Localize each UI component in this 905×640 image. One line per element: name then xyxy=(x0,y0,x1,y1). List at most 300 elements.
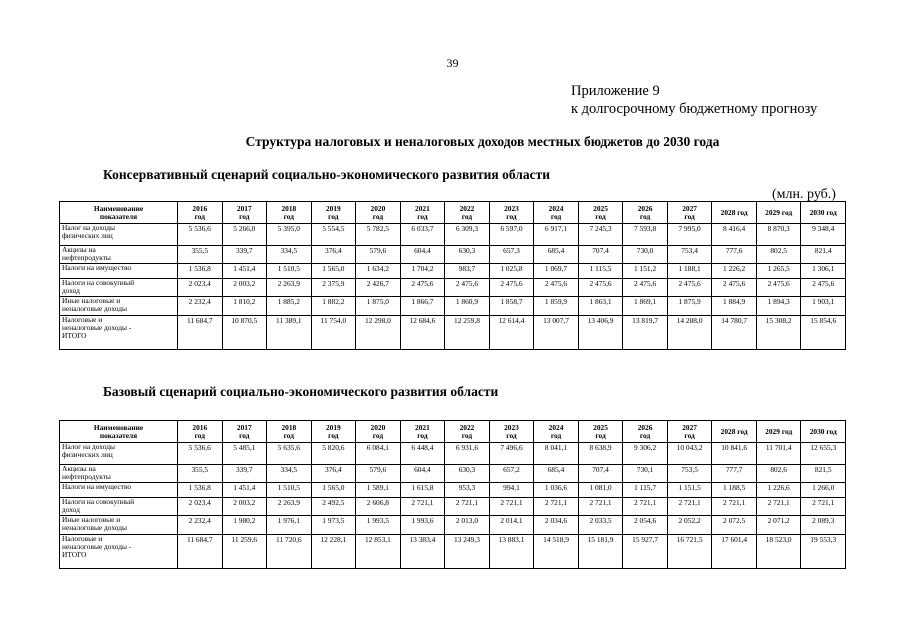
table-row xyxy=(60,498,846,516)
value-cell: 14 288,0 xyxy=(667,316,712,350)
header-name-line2: показателя xyxy=(99,211,138,221)
header-year-cell xyxy=(445,421,490,443)
value-cell: 2 072,5 xyxy=(712,516,757,535)
value-cell: 2 492,5 xyxy=(311,498,356,516)
header-year-suffix: год xyxy=(461,430,473,440)
value-cell: 1 565,0 xyxy=(311,264,356,279)
value-cell: 9 348,4 xyxy=(801,224,846,246)
value-cell: 10 870,5 xyxy=(222,316,267,350)
value-cell: 730,1 xyxy=(623,465,668,483)
value-cell: 1 226,2 xyxy=(712,264,757,279)
row-label-cell xyxy=(60,297,178,316)
value-cell: 1 081,0 xyxy=(578,483,623,498)
value-cell: 753,4 xyxy=(667,246,712,264)
value-cell: 14 780,7 xyxy=(712,316,757,350)
value-cell: 730,0 xyxy=(623,246,668,264)
value-cell: 707,4 xyxy=(578,246,623,264)
section-title-conservative: Консервативный сценарий социально-экономического развития области xyxy=(103,167,550,182)
header-year: 2029 год xyxy=(765,426,793,436)
value-cell: 802,5 xyxy=(756,246,801,264)
row-label-cell xyxy=(60,316,178,350)
value-cell: 2 033,5 xyxy=(578,516,623,535)
header-year-suffix: год xyxy=(506,430,517,440)
value-cell: 11 259,6 xyxy=(222,535,267,569)
header-year-suffix: год xyxy=(550,211,562,221)
table-row xyxy=(60,535,846,569)
value-cell: 2 023,4 xyxy=(178,498,223,516)
row-label-cell xyxy=(60,535,178,569)
row-label: физических лиц xyxy=(62,450,113,459)
value-cell: 12 853,1 xyxy=(356,535,401,569)
header-year: 2017 xyxy=(236,422,252,432)
header-name-line2: показателя xyxy=(99,430,138,440)
row-label: физических лиц xyxy=(62,231,113,240)
header-year-cell xyxy=(178,202,223,224)
value-cell: 685,4 xyxy=(534,246,579,264)
table-conservative xyxy=(59,201,846,350)
value-cell: 2 475,6 xyxy=(667,279,712,297)
value-cell: 13 819,7 xyxy=(623,316,668,350)
value-cell: 376,4 xyxy=(311,246,356,264)
header-year: 2027 xyxy=(682,422,697,432)
header-year: 2030 год xyxy=(809,426,837,436)
value-cell: 2 721,1 xyxy=(578,498,623,516)
value-cell: 2 089,3 xyxy=(801,516,846,535)
header-year-cell xyxy=(578,421,623,443)
value-cell: 1 885,2 xyxy=(267,297,312,316)
section-title-base: Базовый сценарий социально-экономического развития области xyxy=(103,384,499,399)
value-cell: 1 510,5 xyxy=(267,264,312,279)
value-cell: 16 721,5 xyxy=(667,535,712,569)
value-cell: 2 071,2 xyxy=(756,516,801,535)
value-cell: 2 721,1 xyxy=(489,498,534,516)
row-label: нефтепродукты xyxy=(62,472,111,481)
header-year-suffix: год xyxy=(194,211,205,221)
value-cell: 2 475,6 xyxy=(801,279,846,297)
value-cell: 10 841,6 xyxy=(712,443,757,465)
header-year: 2018 xyxy=(281,422,297,432)
header-year-cell xyxy=(801,202,846,224)
value-cell: 12 614,4 xyxy=(489,316,534,350)
value-cell: 1 860,9 xyxy=(445,297,490,316)
header-year-cell xyxy=(578,202,623,224)
value-cell: 2 721,1 xyxy=(445,498,490,516)
value-cell: 6 033,7 xyxy=(400,224,445,246)
appendix-subtitle: к долгосрочному бюджетному прогнозу xyxy=(571,101,818,117)
value-cell: 13 883,1 xyxy=(489,535,534,569)
value-cell: 5 485,1 xyxy=(222,443,267,465)
value-cell: 6 931,6 xyxy=(445,443,490,465)
value-cell: 15 927,7 xyxy=(623,535,668,569)
header-year-suffix: год xyxy=(283,211,295,221)
header-year-suffix: год xyxy=(328,430,339,440)
header-name-cell xyxy=(60,202,178,224)
value-cell: 11 720,6 xyxy=(267,535,312,569)
header-year-suffix: год xyxy=(684,211,695,221)
value-cell: 1 451,4 xyxy=(222,264,267,279)
header-year-cell xyxy=(489,421,534,443)
value-cell: 6 309,3 xyxy=(445,224,490,246)
row-label: Налог на доходы xyxy=(62,223,115,232)
value-cell: 2 475,6 xyxy=(756,279,801,297)
header-year-cell xyxy=(356,421,401,443)
row-label: Налоги на имущество xyxy=(62,482,132,491)
page-number: 39 xyxy=(446,56,459,70)
value-cell: 2 475,6 xyxy=(712,279,757,297)
header-year: 2024 xyxy=(548,422,564,432)
value-cell: 1 894,3 xyxy=(756,297,801,316)
row-label: неналоговые доходы - xyxy=(62,323,132,332)
header-year-cell xyxy=(534,202,579,224)
value-cell: 2 721,1 xyxy=(400,498,445,516)
header-year-suffix: год xyxy=(239,430,250,440)
header-year: 2018 xyxy=(281,203,297,213)
value-cell: 6 084,1 xyxy=(356,443,401,465)
value-cell: 1 036,6 xyxy=(534,483,579,498)
value-cell: 1 151,5 xyxy=(667,483,712,498)
value-cell: 821,5 xyxy=(801,465,846,483)
row-label-cell xyxy=(60,279,178,297)
header-year-suffix: год xyxy=(595,430,606,440)
header-year-cell xyxy=(356,202,401,224)
value-cell: 13 249,3 xyxy=(445,535,490,569)
value-cell: 1 884,9 xyxy=(712,297,757,316)
header-year: 2021 xyxy=(415,422,430,432)
row-label-cell xyxy=(60,465,178,483)
value-cell: 334,5 xyxy=(267,465,312,483)
value-cell: 6 917,1 xyxy=(534,224,579,246)
header-year-suffix: год xyxy=(639,211,651,221)
value-cell: 1 875,9 xyxy=(667,297,712,316)
header-year-cell xyxy=(712,202,757,224)
value-cell: 2 721,1 xyxy=(623,498,668,516)
header-year: 2030 год xyxy=(809,207,837,217)
table-row xyxy=(60,316,846,350)
header-year: 2023 xyxy=(504,203,519,213)
value-cell: 1 188,5 xyxy=(712,483,757,498)
value-cell: 13 406,9 xyxy=(578,316,623,350)
table-row xyxy=(60,516,846,535)
value-cell: 604,4 xyxy=(400,246,445,264)
header-name-line1: Наименование xyxy=(93,203,144,213)
row-label: неналоговые доходы - xyxy=(62,542,132,551)
value-cell: 19 553,3 xyxy=(801,535,846,569)
value-cell: 8 416,4 xyxy=(712,224,757,246)
header-name-line1: Наименование xyxy=(93,422,144,432)
value-cell: 5 536,6 xyxy=(178,443,223,465)
value-cell: 983,7 xyxy=(445,264,490,279)
header-year: 2021 xyxy=(415,203,430,213)
row-label: неналоговые доходы xyxy=(62,523,127,532)
header-year: 2019 xyxy=(325,203,341,213)
value-cell: 2 232,4 xyxy=(178,516,223,535)
value-cell: 1 536,8 xyxy=(178,264,223,279)
header-year-suffix: год xyxy=(550,430,562,440)
header-name-cell xyxy=(60,421,178,443)
value-cell: 1 306,1 xyxy=(801,264,846,279)
value-cell: 1 704,2 xyxy=(400,264,445,279)
document-title: Структура налоговых и неналоговых доходов местных бюджетов до 2030 года xyxy=(245,134,720,149)
value-cell: 657,3 xyxy=(489,246,534,264)
value-cell: 1 115,7 xyxy=(623,483,668,498)
value-cell: 2 475,6 xyxy=(623,279,668,297)
value-cell: 1 536,8 xyxy=(178,483,223,498)
value-cell: 7 593,8 xyxy=(623,224,668,246)
table-row xyxy=(60,297,846,316)
value-cell: 1 863,1 xyxy=(578,297,623,316)
value-cell: 355,5 xyxy=(178,465,223,483)
header-year: 2016 xyxy=(192,422,208,432)
value-cell: 1 810,2 xyxy=(222,297,267,316)
value-cell: 15 854,6 xyxy=(801,316,846,350)
value-cell: 13 383,4 xyxy=(400,535,445,569)
header-year: 2023 xyxy=(504,422,519,432)
header-year: 2029 год xyxy=(765,207,793,217)
row-label: Налоги на совокупный xyxy=(62,278,135,287)
value-cell: 9 306,2 xyxy=(623,443,668,465)
row-label: Налоговые и xyxy=(62,534,103,543)
value-cell: 994,1 xyxy=(489,483,534,498)
value-cell: 5 536,6 xyxy=(178,224,223,246)
value-cell: 2 013,0 xyxy=(445,516,490,535)
row-label-cell xyxy=(60,264,178,279)
value-cell: 1 993,6 xyxy=(400,516,445,535)
table-row xyxy=(60,465,846,483)
value-cell: 1 589,1 xyxy=(356,483,401,498)
header-year: 2026 xyxy=(637,203,653,213)
value-cell: 15 181,9 xyxy=(578,535,623,569)
table-row xyxy=(60,224,846,246)
value-cell: 2 052,2 xyxy=(667,516,712,535)
header-year-suffix: год xyxy=(461,211,473,221)
row-label-cell xyxy=(60,516,178,535)
header-year: 2017 xyxy=(236,203,252,213)
header-year: 2016 xyxy=(192,203,208,213)
header-year-suffix: год xyxy=(194,430,205,440)
value-cell: 1 993,5 xyxy=(356,516,401,535)
value-cell: 2 375,9 xyxy=(311,279,356,297)
row-label: нефтепродукты xyxy=(62,253,111,262)
table-row xyxy=(60,246,846,264)
value-cell: 7 995,0 xyxy=(667,224,712,246)
value-cell: 2 475,6 xyxy=(400,279,445,297)
value-cell: 2 003,2 xyxy=(222,279,267,297)
value-cell: 1 973,5 xyxy=(311,516,356,535)
header-year-cell xyxy=(400,421,445,443)
appendix-label: Приложение 9 xyxy=(571,83,660,99)
value-cell: 355,5 xyxy=(178,246,223,264)
row-label: Иные налоговые и xyxy=(62,296,121,305)
value-cell: 777,6 xyxy=(712,246,757,264)
value-cell: 2 721,1 xyxy=(667,498,712,516)
value-cell: 1 266,0 xyxy=(801,483,846,498)
value-cell: 2 426,7 xyxy=(356,279,401,297)
table-row xyxy=(60,483,846,498)
value-cell: 15 308,2 xyxy=(756,316,801,350)
row-label-cell xyxy=(60,224,178,246)
value-cell: 1 188,1 xyxy=(667,264,712,279)
row-label: доход xyxy=(62,505,80,514)
value-cell: 2 232,4 xyxy=(178,297,223,316)
value-cell: 11 754,0 xyxy=(311,316,356,350)
header-year-suffix: год xyxy=(417,430,428,440)
row-label: Налоги на имущество xyxy=(62,263,132,272)
header-year-cell xyxy=(311,421,356,443)
header-year-cell xyxy=(489,202,534,224)
header-year: 2020 xyxy=(370,422,386,432)
value-cell: 579,6 xyxy=(356,246,401,264)
row-label: Иные налоговые и xyxy=(62,515,121,524)
header-year: 2022 xyxy=(459,203,475,213)
value-cell: 1 565,0 xyxy=(311,483,356,498)
value-cell: 8 870,3 xyxy=(756,224,801,246)
value-cell: 6 597,0 xyxy=(489,224,534,246)
value-cell: 802,6 xyxy=(756,465,801,483)
header-year-suffix: год xyxy=(239,211,250,221)
value-cell: 1 451,4 xyxy=(222,483,267,498)
value-cell: 2 054,6 xyxy=(623,516,668,535)
value-cell: 1 510,5 xyxy=(267,483,312,498)
value-cell: 8 638,9 xyxy=(578,443,623,465)
value-cell: 339,7 xyxy=(222,246,267,264)
value-cell: 17 601,4 xyxy=(712,535,757,569)
value-cell: 1 903,1 xyxy=(801,297,846,316)
value-cell: 14 518,9 xyxy=(534,535,579,569)
value-cell: 1 980,2 xyxy=(222,516,267,535)
value-cell: 953,3 xyxy=(445,483,490,498)
value-cell: 821,4 xyxy=(801,246,846,264)
value-cell: 1 615,8 xyxy=(400,483,445,498)
value-cell: 1 869,1 xyxy=(623,297,668,316)
value-cell: 1 069,7 xyxy=(534,264,579,279)
value-cell: 11 684,7 xyxy=(178,316,223,350)
value-cell: 2 475,6 xyxy=(489,279,534,297)
header-year-cell xyxy=(623,421,668,443)
row-label: ИТОГО xyxy=(62,331,87,340)
value-cell: 5 266,0 xyxy=(222,224,267,246)
value-cell: 685,4 xyxy=(534,465,579,483)
header-year-suffix: год xyxy=(372,430,384,440)
table-row xyxy=(60,279,846,297)
value-cell: 1 882,2 xyxy=(311,297,356,316)
header-year-suffix: год xyxy=(506,211,517,221)
value-cell: 5 554,5 xyxy=(311,224,356,246)
value-cell: 2 606,8 xyxy=(356,498,401,516)
value-cell: 1 866,7 xyxy=(400,297,445,316)
value-cell: 7 245,3 xyxy=(578,224,623,246)
header-year-suffix: год xyxy=(283,430,295,440)
value-cell: 10 043,2 xyxy=(667,443,712,465)
row-label-cell xyxy=(60,498,178,516)
value-cell: 1 265,5 xyxy=(756,264,801,279)
row-label: Акцизы на xyxy=(62,245,96,254)
row-label: Налоговые и xyxy=(62,315,103,324)
value-cell: 1 115,5 xyxy=(578,264,623,279)
value-cell: 657,2 xyxy=(489,465,534,483)
value-cell: 630,3 xyxy=(445,465,490,483)
header-year: 2020 xyxy=(370,203,386,213)
value-cell: 630,3 xyxy=(445,246,490,264)
header-year-cell xyxy=(534,421,579,443)
value-cell: 1 226,6 xyxy=(756,483,801,498)
header-year-suffix: год xyxy=(595,211,606,221)
value-cell: 1 859,9 xyxy=(534,297,579,316)
value-cell: 11 684,7 xyxy=(178,535,223,569)
header-year-cell xyxy=(712,421,757,443)
header-year: 2025 xyxy=(593,422,608,432)
value-cell: 2 014,1 xyxy=(489,516,534,535)
header-year: 2019 xyxy=(325,422,341,432)
header-year: 2028 год xyxy=(720,207,748,217)
value-cell: 604,4 xyxy=(400,465,445,483)
value-cell: 376,4 xyxy=(311,465,356,483)
header-year-cell xyxy=(267,202,312,224)
header-year: 2026 xyxy=(637,422,653,432)
value-cell: 13 007,7 xyxy=(534,316,579,350)
header-year-cell xyxy=(267,421,312,443)
header-year-suffix: год xyxy=(417,211,428,221)
header-year-cell xyxy=(222,202,267,224)
header-year-suffix: год xyxy=(684,430,695,440)
value-cell: 707,4 xyxy=(578,465,623,483)
value-cell: 1 858,7 xyxy=(489,297,534,316)
value-cell: 6 448,4 xyxy=(400,443,445,465)
row-label: Налоги на совокупный xyxy=(62,497,135,506)
row-label: Акцизы на xyxy=(62,464,96,473)
value-cell: 5 395,0 xyxy=(267,224,312,246)
header-year-cell xyxy=(400,202,445,224)
value-cell: 12 228,1 xyxy=(311,535,356,569)
value-cell: 2 721,1 xyxy=(534,498,579,516)
units-label: (млн. руб.) xyxy=(772,187,836,202)
value-cell: 11 389,1 xyxy=(267,316,312,350)
value-cell: 2 003,2 xyxy=(222,498,267,516)
header-year-cell xyxy=(222,421,267,443)
value-cell: 334,5 xyxy=(267,246,312,264)
header-year: 2028 год xyxy=(720,426,748,436)
value-cell: 579,6 xyxy=(356,465,401,483)
value-cell: 8 041,1 xyxy=(534,443,579,465)
value-cell: 2 721,1 xyxy=(801,498,846,516)
value-cell: 11 701,4 xyxy=(756,443,801,465)
header-year-cell xyxy=(445,202,490,224)
value-cell: 5 820,6 xyxy=(311,443,356,465)
value-cell: 1 634,2 xyxy=(356,264,401,279)
value-cell: 12 298,0 xyxy=(356,316,401,350)
header-year: 2027 xyxy=(682,203,697,213)
header-year: 2024 xyxy=(548,203,564,213)
value-cell: 1 025,8 xyxy=(489,264,534,279)
value-cell: 2 475,6 xyxy=(534,279,579,297)
value-cell: 1 151,2 xyxy=(623,264,668,279)
row-label-cell xyxy=(60,443,178,465)
header-year-cell xyxy=(178,421,223,443)
value-cell: 2 263,9 xyxy=(267,279,312,297)
header-year-cell xyxy=(756,202,801,224)
value-cell: 339,7 xyxy=(222,465,267,483)
table-row xyxy=(60,443,846,465)
value-cell: 12 684,6 xyxy=(400,316,445,350)
header-year-cell xyxy=(667,421,712,443)
header-year-cell xyxy=(801,421,846,443)
header-year: 2025 xyxy=(593,203,608,213)
header-year-suffix: год xyxy=(372,211,384,221)
value-cell: 777,7 xyxy=(712,465,757,483)
value-cell: 1 875,0 xyxy=(356,297,401,316)
row-label: ИТОГО xyxy=(62,550,87,559)
value-cell: 5 635,6 xyxy=(267,443,312,465)
value-cell: 18 523,0 xyxy=(756,535,801,569)
